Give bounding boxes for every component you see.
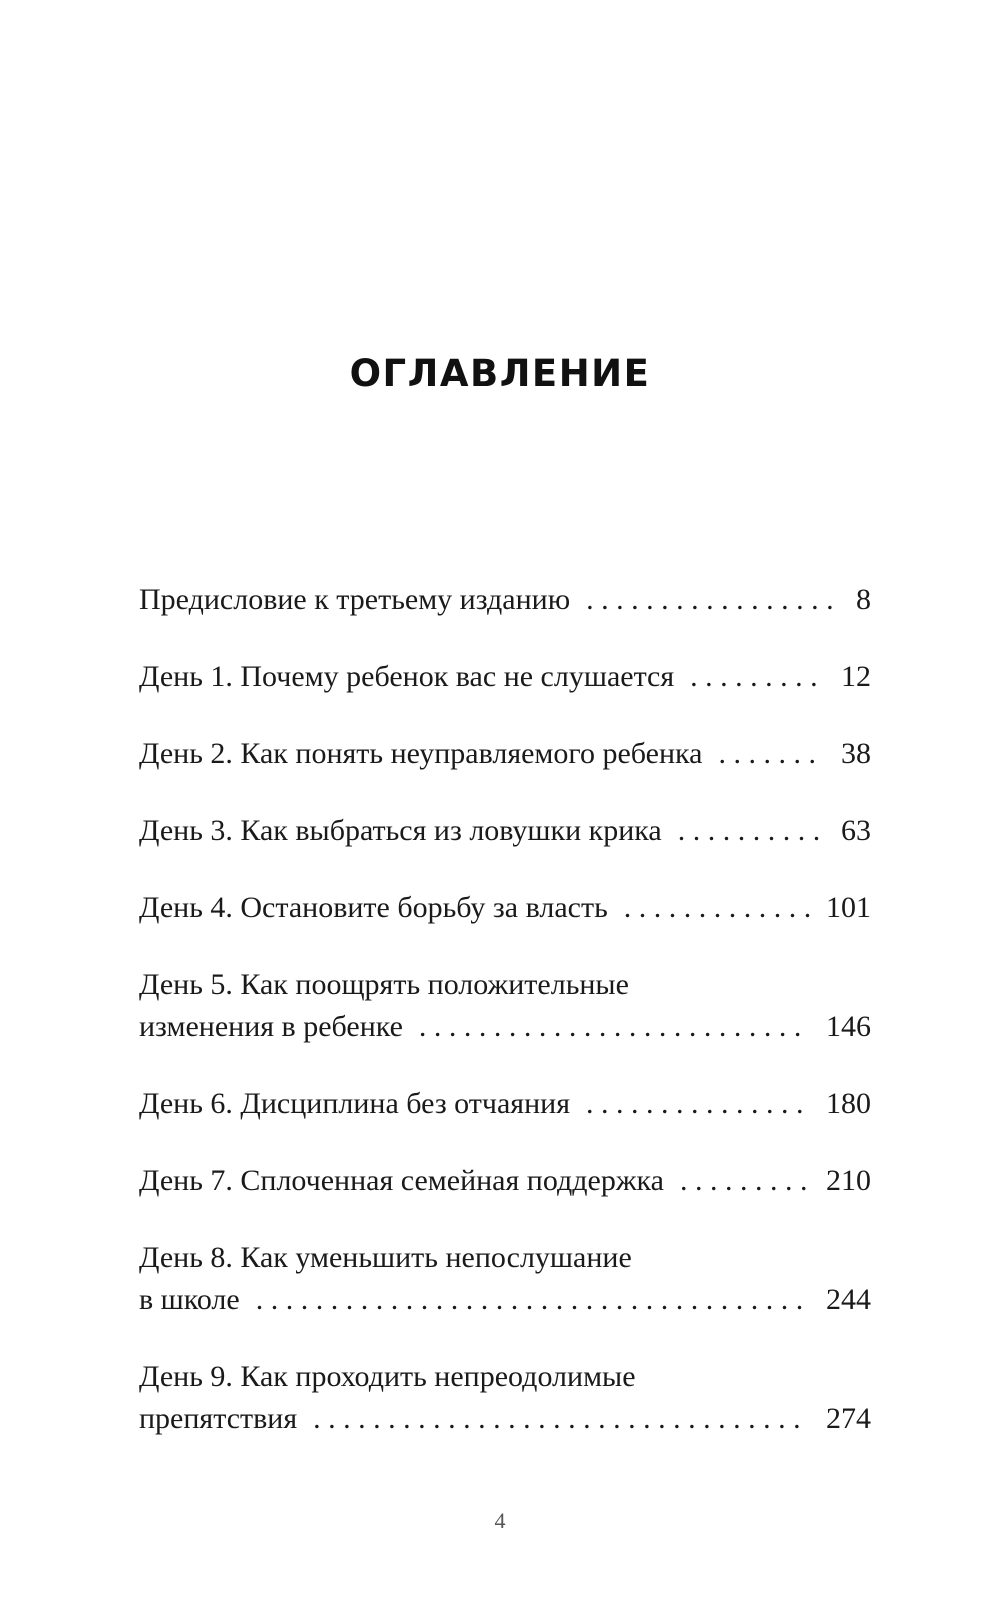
toc-entry-page: 101 (826, 891, 871, 924)
toc-entry-page: 63 (841, 814, 871, 847)
toc-entry-page: 12 (841, 660, 871, 693)
toc-entry (139, 1237, 871, 1321)
toc-entry-title-line1: День 8. Как уменьшить непослушание (139, 1241, 632, 1274)
toc-entry-title: День 4. Остановите борьбу за власть (139, 891, 608, 924)
toc-entry-page: 244 (826, 1283, 871, 1316)
toc-entry-page: 180 (826, 1087, 871, 1120)
toc-entry-title: День 7. Сплоченная семейная поддержка (139, 1164, 664, 1197)
dot-leader (678, 810, 825, 852)
page-title: ОГЛАВЛЕНИЕ (349, 352, 651, 395)
toc-entry-title: День 1. Почему ребенок вас не слушается (139, 660, 675, 693)
toc-entry-page: 210 (826, 1164, 871, 1197)
toc-entry-title-line1: День 5. Как поощрять положительные (139, 968, 629, 1001)
toc-line (139, 1006, 871, 1048)
dot-leader (690, 656, 825, 698)
dot-leader (586, 1083, 810, 1125)
toc-entry (139, 1160, 871, 1202)
toc-entry-title: изменения в ребенке (139, 1010, 403, 1043)
toc-line (139, 887, 871, 929)
toc-entry-title: День 3. Как выбраться из ловушки крика (139, 814, 662, 847)
toc-entry-title: в школе (139, 1283, 240, 1316)
toc-entry-page: 8 (856, 583, 871, 616)
dot-leader (680, 1160, 810, 1202)
toc-entry-page: 274 (826, 1402, 871, 1435)
dot-leader (718, 733, 825, 775)
toc-line (139, 733, 871, 775)
toc-entry-title: препятствия (139, 1402, 298, 1435)
toc-entry (139, 810, 871, 852)
toc-entry (139, 964, 871, 1048)
toc-entry-page: 146 (826, 1010, 871, 1043)
toc-entry (139, 887, 871, 929)
toc-entry-title-line1: День 9. Как проходить непреодолимые (139, 1360, 636, 1393)
toc-entry (139, 656, 871, 698)
table-of-contents (139, 579, 871, 1475)
dot-leader (419, 1006, 810, 1048)
dot-leader (313, 1398, 810, 1440)
toc-entry (139, 1083, 871, 1125)
toc-entry (139, 579, 871, 621)
toc-line (139, 1279, 871, 1321)
toc-entry (139, 733, 871, 775)
toc-line (139, 1083, 871, 1125)
dot-leader (586, 579, 840, 621)
toc-entry (139, 1356, 871, 1440)
toc-entry-title: Предисловие к третьему изданию (139, 583, 571, 616)
toc-line (139, 579, 871, 621)
toc-line (139, 656, 871, 698)
toc-line (139, 810, 871, 852)
toc-entry-title: День 6. Дисциплина без отчаяния (139, 1087, 571, 1120)
toc-entry-title: День 2. Как понять неуправляемого ребенка (139, 737, 703, 770)
toc-entry-page: 38 (841, 737, 871, 770)
page-number: 4 (494, 1508, 506, 1533)
toc-line (139, 1160, 871, 1202)
toc-line (139, 1398, 871, 1440)
dot-leader (256, 1279, 810, 1321)
dot-leader (624, 887, 810, 929)
